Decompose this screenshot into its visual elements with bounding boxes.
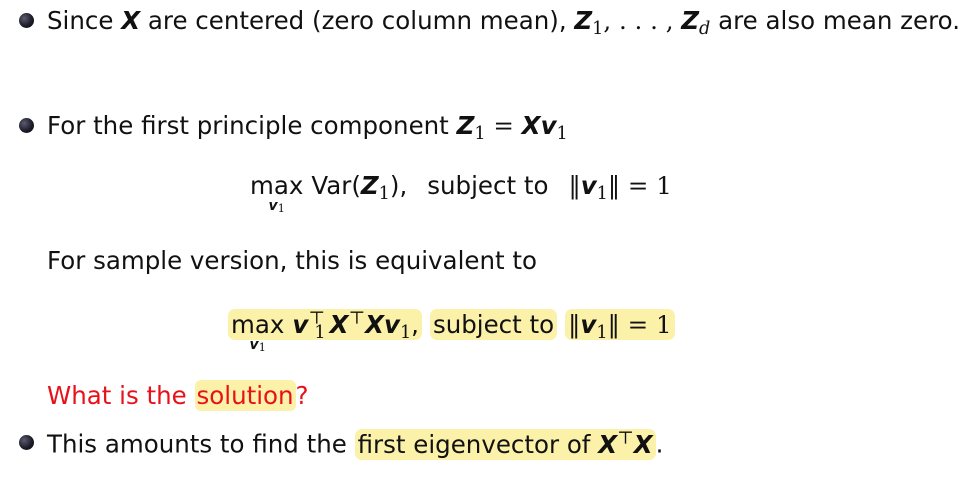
norm-bar: ‖	[607, 309, 620, 339]
sample-version-text: For sample version, this is equivalent to	[47, 246, 537, 275]
math-v: v	[383, 309, 400, 339]
text-segment: For the first principle component	[47, 111, 457, 140]
highlight-solution: solution	[196, 381, 294, 410]
math-subscript: 1	[592, 18, 604, 39]
max-operator: max v1	[250, 171, 304, 216]
bullet-text-first-pc	[47, 111, 568, 144]
math-subscript: 1	[556, 123, 568, 144]
math-X: X	[329, 309, 349, 339]
text-segment: .	[655, 429, 664, 459]
math-subscript: 1	[314, 322, 326, 343]
highlight-norm	[565, 309, 674, 343]
math-equals-one: = 1	[620, 171, 672, 200]
math-v: v	[292, 309, 309, 339]
math-X: X	[633, 429, 653, 459]
equation-population-objective	[250, 171, 672, 216]
bullet-point	[19, 118, 34, 133]
max-operator: max v1	[231, 309, 285, 354]
highlight-eigenvector: first eigenvector of X⊤X	[355, 429, 656, 460]
text-segment: Since	[47, 6, 122, 35]
bullet-point	[19, 13, 34, 28]
transpose-symbol: ⊤	[348, 308, 366, 328]
text-segment: are also mean zero.	[710, 6, 960, 35]
math-Z: Z	[360, 171, 379, 200]
math-subscript: 1	[596, 322, 608, 343]
math-X: X	[121, 6, 141, 35]
norm-bar: ‖	[607, 171, 621, 200]
highlight-constraint-label	[430, 309, 557, 340]
math-subscript: 1	[474, 123, 486, 144]
bullet-point	[19, 435, 34, 450]
math-v: v	[580, 309, 597, 339]
transpose-symbol: ⊤	[308, 308, 325, 328]
equation-sample-objective	[228, 308, 675, 354]
math-subscript: 1	[596, 183, 608, 204]
constraint-label: subject to	[432, 309, 555, 339]
norm-bar: ‖	[568, 309, 581, 339]
math-subscript: 1	[399, 322, 412, 343]
math-equals-one: = 1	[619, 309, 672, 339]
text-segment: ?	[295, 381, 309, 410]
math-X: X	[521, 111, 541, 140]
text-segment: What is the	[47, 381, 195, 410]
math-subscript: 1	[378, 183, 390, 204]
constraint-label: subject to	[427, 171, 549, 200]
bullet-text-centered	[47, 6, 960, 39]
norm-bar: ‖	[568, 171, 581, 200]
math-v: v	[540, 111, 557, 140]
math-Z: Z	[574, 6, 593, 35]
math-dots: , . . . ,	[603, 6, 682, 35]
max-subscript: v1	[249, 336, 266, 354]
math-subscript: d	[699, 18, 711, 39]
text-segment: ,	[411, 309, 419, 339]
math-X: X	[598, 429, 618, 459]
text-segment: are centered (zero column mean),	[140, 6, 575, 35]
math-v: v	[580, 171, 597, 200]
math-X: X	[365, 309, 384, 339]
max-subscript: v1	[268, 198, 285, 216]
math-Z: Z	[681, 6, 700, 35]
text-segment: This amounts to find the	[47, 429, 355, 459]
math-equals: =	[485, 111, 522, 140]
highlight-objective	[228, 308, 422, 354]
transpose-symbol: ⊤	[617, 428, 634, 448]
math-Z: Z	[456, 111, 475, 140]
question-text	[47, 381, 309, 410]
text-segment: ),	[389, 171, 408, 200]
variance-label: Var(	[311, 171, 361, 200]
bullet-text-eigenvector	[47, 430, 663, 457]
